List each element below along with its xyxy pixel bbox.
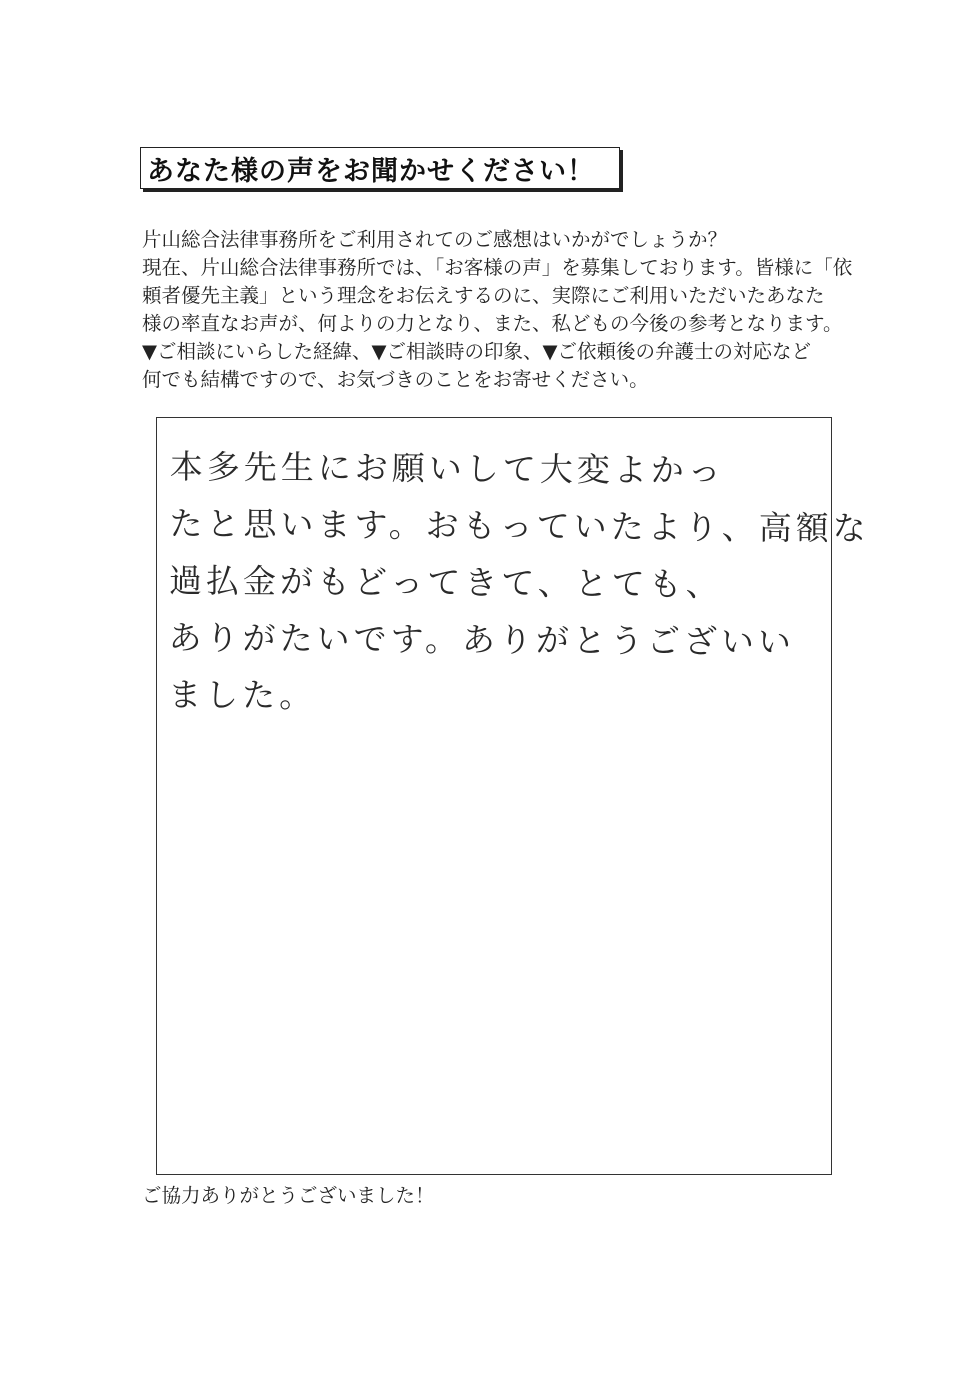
handwritten-line: たと思います。おもっていたより、高額な	[169, 503, 870, 548]
intro-line: 頼者優先主義」という理念をお伝えするのに、実際にご利用いただいたあなた	[142, 284, 825, 307]
intro-line: 何でも結構ですので、お気づきのことをお寄せください。	[142, 368, 649, 391]
handwritten-line: 本多先生にお願いして大変よかっ	[169, 446, 725, 490]
handwritten-line: ました。	[168, 674, 317, 716]
handwritten-line: 過払金がもどってきて、とても、	[168, 560, 723, 604]
page-title: あなた様の声をお聞かせください！	[147, 155, 595, 187]
handwritten-comment	[168, 438, 870, 728]
title-box	[140, 147, 620, 189]
footer-thanks: ご協力ありがとうございました！	[142, 1184, 435, 1207]
intro-line: 様の率直なお声が、何よりの力となり、また、私どもの今後の参考となります。	[142, 312, 843, 335]
intro-text	[142, 226, 862, 394]
handwritten-line: ありがたいです。ありがとうございい	[168, 617, 796, 662]
intro-line: 片山総合法律事務所をご利用されてのご感想はいかがでしょうか？	[142, 228, 728, 251]
intro-line: 現在、片山総合法律事務所では、「お客様の声」を募集しております。皆様に「依	[142, 256, 853, 279]
intro-line: ▼ご相談にいらした経緯、▼ご相談時の印象、▼ご依頼後の弁護士の対応など	[142, 340, 811, 363]
